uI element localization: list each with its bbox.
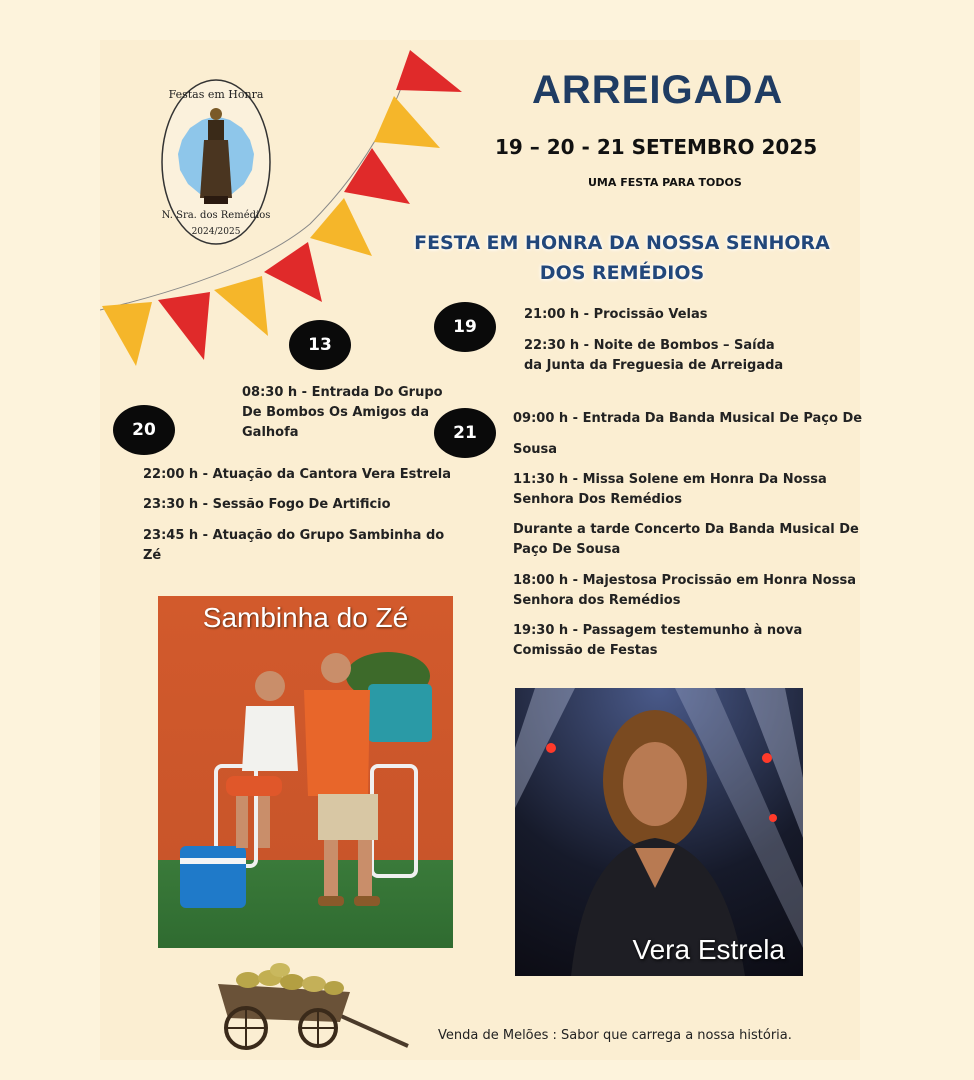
logo-bottom-text: N. Sra. dos Remédios bbox=[161, 210, 271, 221]
schedule-line: Paço De Sousa bbox=[513, 542, 621, 557]
flag-red bbox=[344, 148, 410, 204]
logo-top-text: Festas em Honra bbox=[168, 88, 264, 101]
schedule-21-item-5 bbox=[513, 621, 802, 661]
schedule-line: Senhora Dos Remédios bbox=[513, 492, 682, 507]
day-badge-20: 20 bbox=[113, 405, 175, 455]
schedule-21-item-2 bbox=[513, 470, 827, 510]
sambinha-caption: Sambinha do Zé bbox=[202, 602, 409, 633]
schedule-line: Galhofa bbox=[242, 425, 299, 440]
festival-subtitle bbox=[412, 228, 832, 288]
flag-red bbox=[158, 292, 210, 360]
day-badge-13: 13 bbox=[289, 320, 351, 370]
schedule-line: 19:30 h - Passagem testemunho à nova bbox=[513, 623, 803, 638]
schedule-21-item-1: 09:00 h - Entrada Da Banda Musical De Paço De bbox=[513, 411, 863, 426]
schedule-line: 11:30 h - Missa Solene em Honra Da Nossa bbox=[513, 472, 827, 487]
schedule-line: da Junta da Freguesia de Arreigada bbox=[524, 358, 784, 373]
schedule-line: De Bombos Os Amigos da bbox=[242, 405, 429, 420]
subtitle-line-2: DOS REMÉDIOS bbox=[539, 262, 705, 284]
logo-years-text: 2024/2025 bbox=[191, 227, 241, 237]
schedule-21-item-4 bbox=[513, 571, 856, 611]
schedule-20-item-2: 23:30 h - Sessão Fogo De Artificio bbox=[143, 497, 391, 512]
schedule-19-item-2 bbox=[524, 336, 783, 376]
schedule-13 bbox=[242, 383, 443, 443]
flag-yellow bbox=[214, 276, 268, 336]
melon-cart-icon bbox=[212, 962, 412, 1052]
schedule-20-item-3 bbox=[143, 526, 444, 566]
footer-note: Venda de Melões : Sabor que carrega a nossa história. bbox=[438, 1028, 792, 1043]
flag-yellow bbox=[102, 302, 152, 366]
tagline: UMA FESTA PARA TODOS bbox=[588, 176, 742, 189]
subtitle-line-1: FESTA EM HONRA DA NOSSA SENHORA bbox=[414, 232, 830, 254]
schedule-line: Senhora dos Remédios bbox=[513, 593, 681, 608]
day-badge-21: 21 bbox=[434, 408, 496, 458]
schedule-line: Zé bbox=[143, 548, 162, 563]
schedule-line: Durante a tarde Concerto Da Banda Musical De bbox=[513, 522, 859, 537]
schedule-line: 08:30 h - Entrada Do Grupo bbox=[242, 385, 443, 400]
flag-red bbox=[396, 50, 462, 92]
schedule-20-item-1: 22:00 h - Atuação da Cantora Vera Estrela bbox=[143, 467, 452, 482]
flag-yellow bbox=[310, 198, 372, 256]
sambinha-photo bbox=[158, 596, 453, 948]
day-badge-19: 19 bbox=[434, 302, 496, 352]
schedule-line: 22:30 h - Noite de Bombos – Saída bbox=[524, 338, 775, 353]
schedule-line: 18:00 h - Majestosa Procissão em Honra Nossa bbox=[513, 573, 856, 588]
vera-illustration bbox=[515, 688, 803, 976]
vera-caption: Vera Estrela bbox=[632, 934, 785, 965]
flag-red bbox=[264, 242, 322, 302]
schedule-line: Comissão de Festas bbox=[513, 643, 658, 658]
schedule-21-item-3 bbox=[513, 520, 859, 560]
schedule-line: 23:45 h - Atuação do Grupo Sambinha do bbox=[143, 528, 445, 543]
page-title: ARREIGADA bbox=[532, 68, 784, 112]
vera-estrela-photo bbox=[515, 688, 803, 976]
schedule-21-item-1b: Sousa bbox=[513, 442, 558, 457]
bunting-flags bbox=[100, 44, 470, 374]
schedule-19-item-1: 21:00 h - Procissão Velas bbox=[524, 307, 708, 322]
flag-yellow bbox=[374, 96, 440, 148]
festival-dates: 19 – 20 - 21 SETEMBRO 2025 bbox=[495, 135, 818, 159]
sambinha-illustration bbox=[158, 596, 453, 948]
